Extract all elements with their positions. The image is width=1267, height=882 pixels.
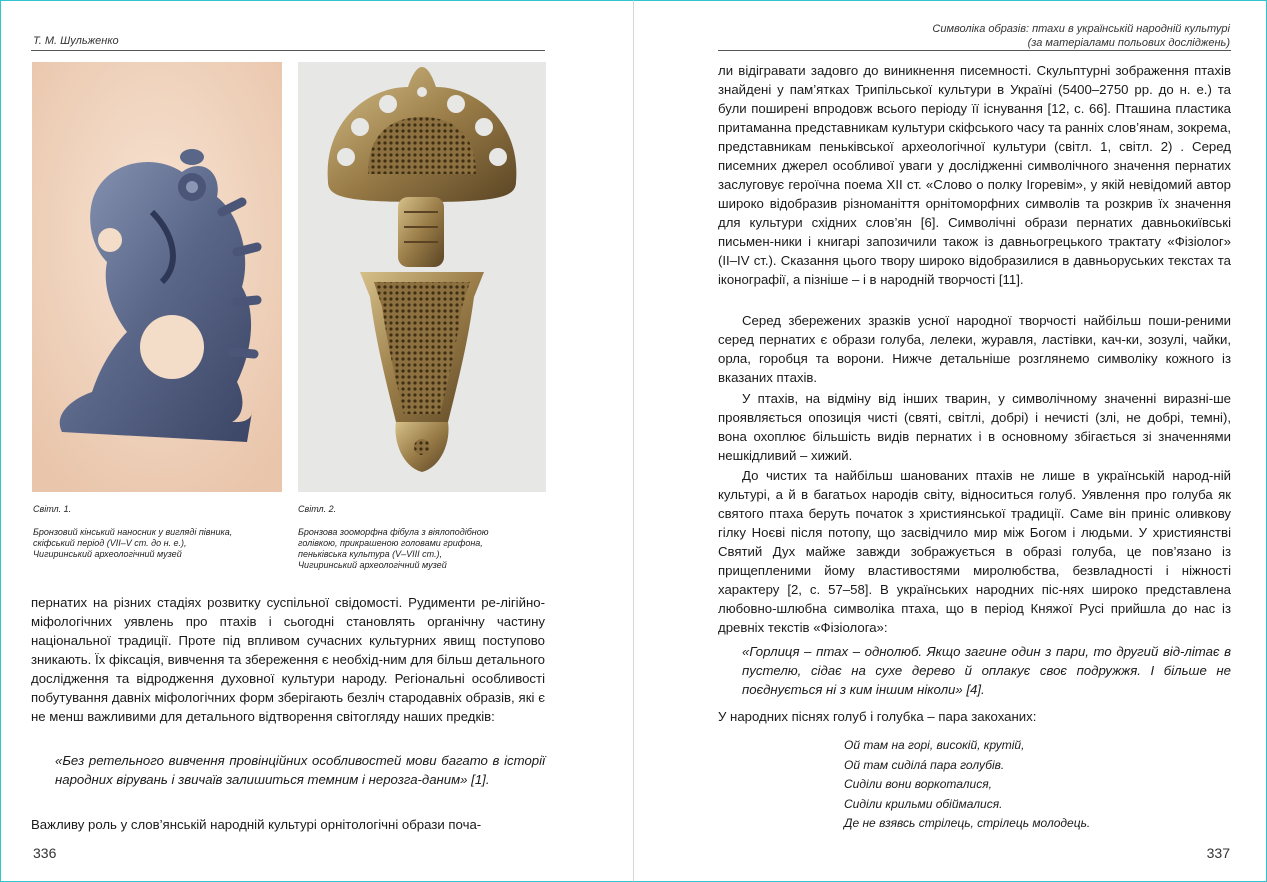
figure-2-caption-line: голівкою, прикрашеною головами грифона,: [298, 538, 483, 548]
header-rule: [31, 50, 545, 51]
left-paragraph-1: пернатих на різних стадіях розвитку суспільної свідомості. Рудименти ре-лігійно-міфологічних уявлень про птахів і сьогодні становлять органічну частину національної традиції. Проте під впливом сучасних культурних явищ поступово зникають. Їх фіксація, вивчення та збереження є необхід-ним для більш детального дослідження та відродження духовної культури народу. Регіональні особливості побутування давніх міфологічних форм зберігають безліч стародавніх образів, які є не менш важливими для детального відтворення світогляду наших предків:: [31, 595, 545, 724]
running-head-author: Т. М. Шульженко: [33, 35, 119, 47]
right-paragraph-2: Серед збережених зразків усної народної творчості найбільш поши-реними серед пернатих є образи голуба, лелеки, журавля, ластівки, кач-ки, зозулі, чайки, орла, горобця та ворони. Нижче детальніше розглянемо символіку кожного із вказаних птахів.: [718, 313, 1231, 385]
photo-bronze-rooster: [32, 62, 282, 492]
poem-line: Де не взявсь стрілець, стрілець молодець.: [844, 816, 1091, 830]
header-rule: [718, 50, 1231, 51]
figure-1-caption-line: Бронзовий кінський наносник у вигляді півника,: [33, 527, 233, 537]
figure-1-caption: [33, 527, 232, 560]
right-page: [634, 0, 1267, 882]
right-paragraph-5: У народних піснях голуб і голубка – пара закоханих:: [718, 709, 1037, 724]
figure-2-caption-line: Чигиринський археологічний музей: [298, 560, 447, 570]
figure-1-caption-line: скіфський період (VII–V ст. до н. е.),: [33, 538, 187, 548]
left-paragraph-2: Важливу роль у слов’янській народній культурі орнітологічні образи поча-: [31, 817, 482, 832]
bronze-fibula-image: [298, 62, 546, 492]
right-paragraph-3: У птахів, на відміну від інших тварин, у символічному значенні виразні-ше проявляється опозиція чисті (святі, світлі, добрі) і нечисті (злі, не добрі, темні), вона охоплює більшість видів пернатих і в основному збігається зі значеннями нешкідливий – хижий.: [718, 391, 1231, 463]
poem: [844, 736, 1224, 834]
page-number-left: 336: [33, 845, 57, 861]
figure-2-caption-line: Бронзова зооморфна фібула з віялоподібною: [298, 527, 489, 537]
page-number-right: 337: [1206, 845, 1230, 861]
bronze-rooster-image: [32, 62, 282, 492]
figure-1-label: Світл. 1.: [33, 504, 72, 514]
right-quote-1: «Горлиця – птах – однолюб. Якщо загине один з пари, то другий від-літає в пустелю, сідає на сухе дерево й оплакує своє подружжя. І більше не поєднується ні з ким іншим ніколи» [4].: [742, 644, 1231, 697]
running-head-title-line-1: Символіка образів: птахи в українській народній культурі: [932, 23, 1230, 35]
left-quote-1: «Без ретельного вивчення провінційних особливостей мови багато в історії народних вірувань і звичаїв залишиться темним і нерозга-даним» [1].: [55, 753, 545, 787]
poem-line: Ой там сиділá пара голубів.: [844, 757, 1005, 772]
poem-line: Сиділи крильми обіймалися.: [844, 796, 1003, 811]
figure-2-caption: [298, 527, 489, 571]
right-paragraph-1: ли відігравати задовго до виникнення писемності. Скульптурні зображення птахів знайдені у пам’ятках Трипільської культури в Україні (5400–2750 рр. до н. е.) та були поширені впродовж всього періоду її існування [12, с. 66]. Пташина пластика притаманна представникам культури скіфського часу та ранніх слов’янам, зокрема, представникам пеньківської археологічної культури (світл. 1, світл. 2) . Серед писемних джерел особливої уваги у дослідженні символічного значення пернатих заслуговує героїчна поема XII ст. «Слово о полку Ігоревім», у якій невідомий автор широко відобразив різноманіття орнітоморфних символів та розкрив їх значення для культури східних слов’ян [6]. Символічні образи пернатих давньокиївські письмен-ники і книгарі запозичили також із давньогрецького трактату «Фізіолог» (II–IV ст.). Сказання цього твору широко відобразилися в давньоруських текстах та іконографії, а пізніше – і в народній творчості [11].: [718, 63, 1231, 287]
running-head-title: [932, 22, 1230, 50]
figure-1-caption-line: Чигиринський археологічний музей: [33, 549, 182, 559]
photo-bronze-fibula: [298, 62, 546, 492]
figure-2-caption-line: пеньківська культура (V–VIII ст.),: [298, 549, 443, 559]
running-head-title-line-2: (за матеріалами польових досліджень): [1027, 37, 1230, 49]
poem-line: Сиділи вони воркоталися,: [844, 777, 992, 791]
figure-2-label: Світл. 2.: [298, 504, 337, 514]
poem-line: Ой там на горі, високій, крутій,: [844, 738, 1025, 752]
right-paragraph-4: До чистих та найбільш шанованих птахів не лише в українській народ-ній культурі, а й в багатьох народів світу, відноситься голуб. Уявлення про голуба як святого птаха беруть початок з християнської традиції. Саме він приніс оливкову гілку Ноєві після потопу, що засвідчило мир між Богом і людьми. У християнстві Святий Дух майже завжди зображується в образі голуба, це пов’язано із прищепленими йому властивостями миролюбства, безвладності і ніжності характеру [2, с. 57–58]. В українських народних піс-нях широко представлена любовно-шлюбна символіка птаха, що в період Княжої Русі прийшла до нас із древніх текстів «Фізіолога»:: [718, 468, 1231, 635]
